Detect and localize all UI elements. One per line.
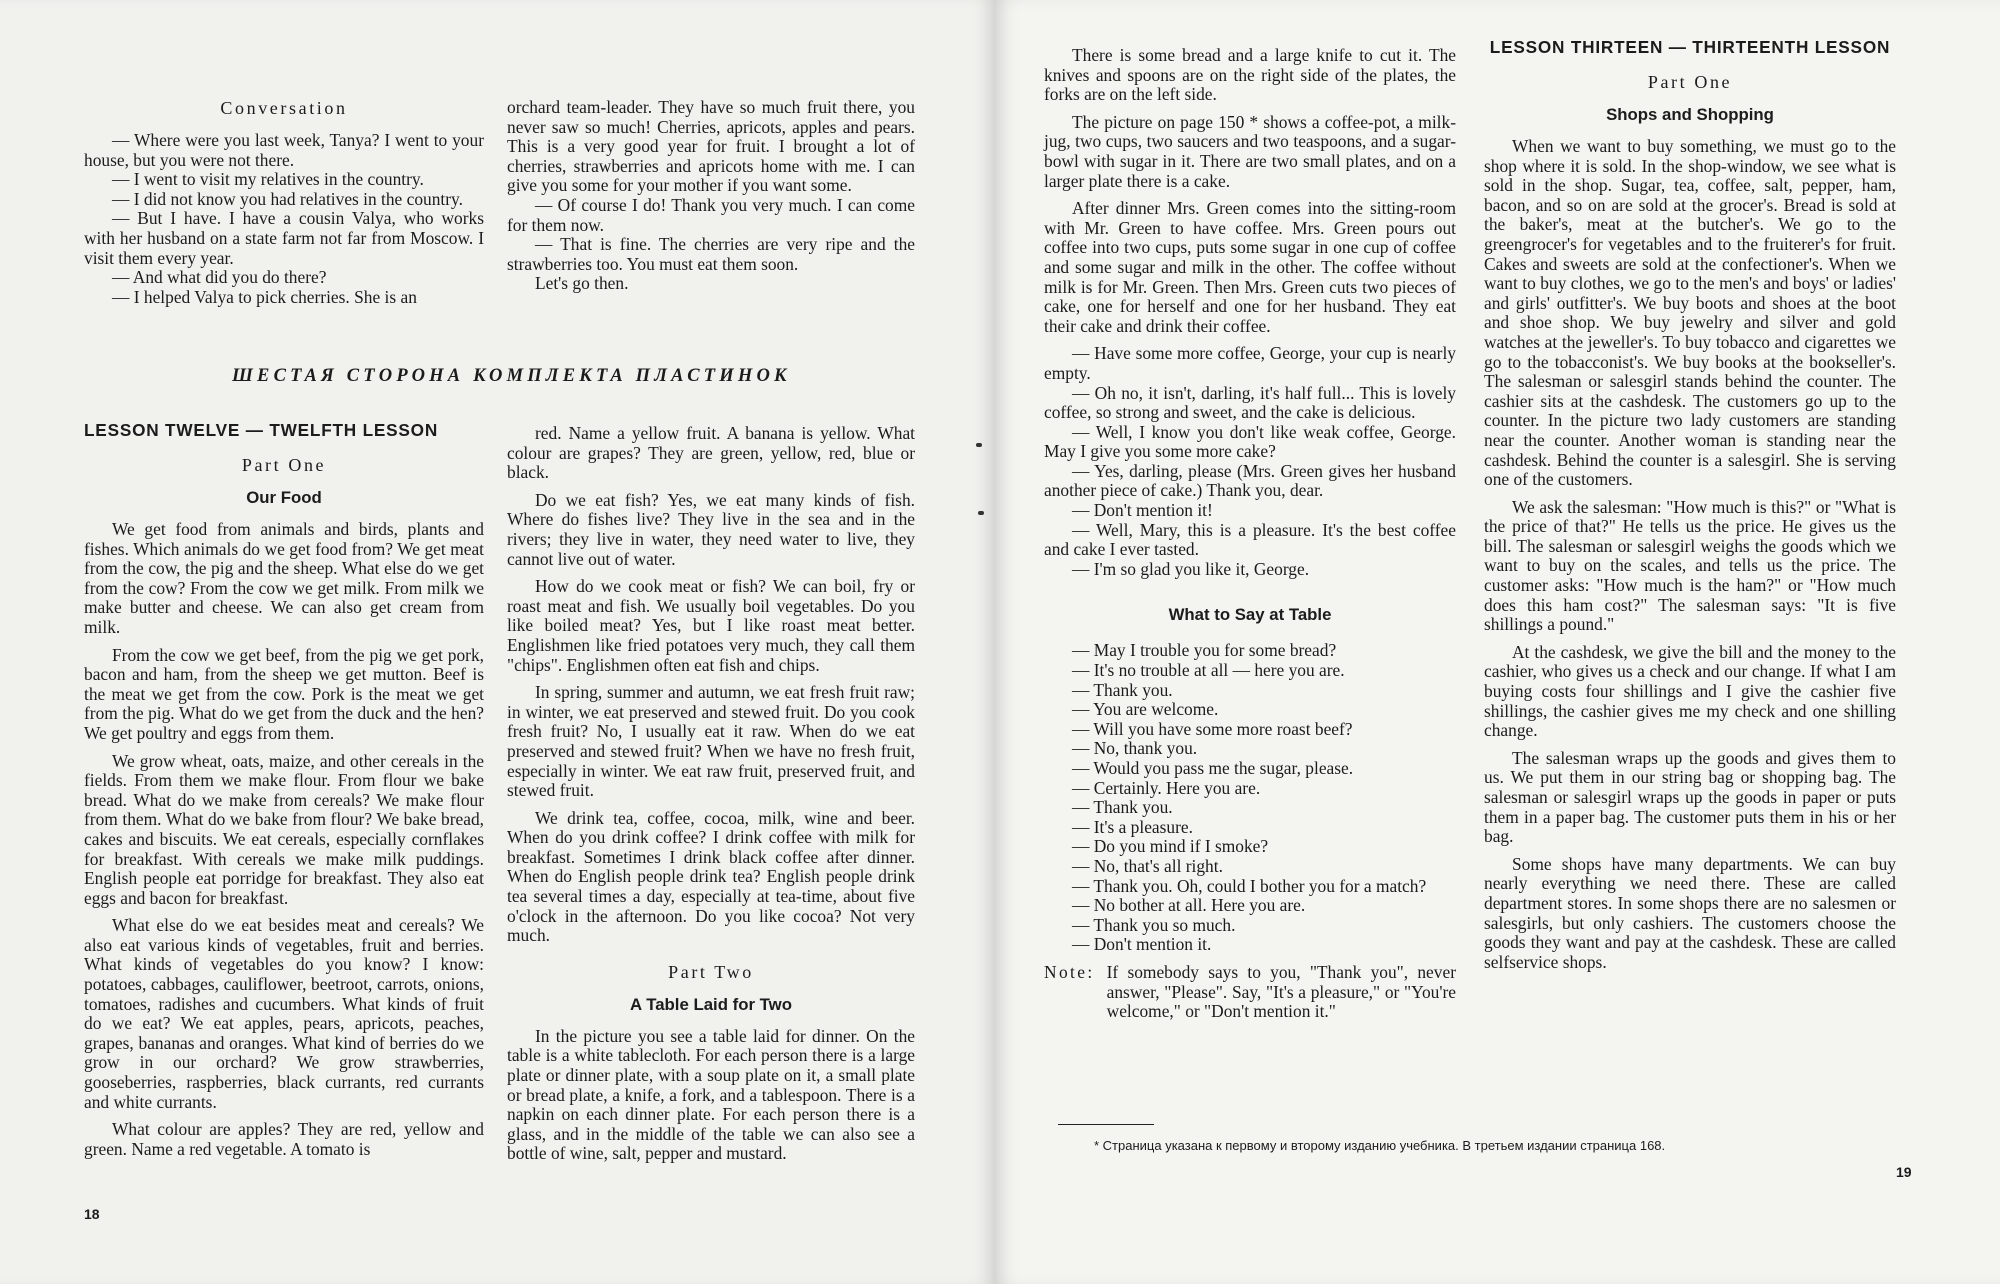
paragraph: What else do we eat besides meat and cereals? We also eat various kinds of vegetables, fruit and berries. What kinds of vegetables do you know? I know: potatoes, cabbages, cauliflower, beetroot, carrots, onions, tomatoes, radishes and cucumbers. What kinds of fruit do we eat? We eat apples, pears, apricots, peaches, grapes, bananas and oranges. What kind of berries do we grow in our orchard? We grow strawberries, gooseberries, raspberries, black currants, red currants and white currants. xyxy=(84,915,484,1112)
left-page xyxy=(0,0,994,1284)
conversation-line: orchard team-leader. They have so much fruit there, you never saw so much! Cherries, apricots, apples and pears. This is a very good year for fruit. I brought a lot of cherries, strawberries and apricots home with me. I can give you some for your mother if you want some. xyxy=(507,97,915,196)
phrase-line: — May I trouble you for some bread? xyxy=(1072,640,1337,661)
phrase-line: — It's no trouble at all — here you are. xyxy=(1072,660,1345,681)
conversation-line: — And what did you do there? xyxy=(112,267,327,288)
note-text: If somebody says to you, "Thank you", never answer, "Please". Say, "It's a pleasure," or "You're welcome," or "Don't mention it." xyxy=(1106,961,1456,1022)
paragraph: At the cashdesk, we give the bill and the money to the cashier, who gives us a check and our change. If what I am buying costs four shillings and I give the cashier five shillings, the cashier gives me my check and one shilling change. xyxy=(1484,641,1896,741)
conversation-line: — I did not know you had relatives in the country. xyxy=(112,188,463,209)
paragraph: Some shops have many departments. We can buy nearly everything we need there. These are called department stores. In some shops there are no salesmen or salesgirls, but only cashiers. The customers choose the goods they want and pay at the cashdesk. These are called selfservice shops. xyxy=(1484,853,1896,972)
paragraph: There is some bread and a large knife to cut it. The knives and spoons are on the right side of the plates, the forks are on the left side. xyxy=(1044,45,1456,105)
conversation-line: — But I have. I have a cousin Valya, who works with her husband on a state farm not far from Moscow. I visit them every year. xyxy=(84,208,484,268)
conversation-line: — I went to visit my relatives in the country. xyxy=(112,169,424,190)
conversation-line: Let's go then. xyxy=(535,273,629,294)
dialogue-line: — Oh no, it isn't, darling, it's half full... This is lovely coffee, so strong and sweet, and the cake is delicious. xyxy=(1044,382,1456,423)
paragraph: We grow wheat, oats, maize, and other cereals in the fields. From them we make flour. From flour we bake bread. What do we make from cereals? We make flour from them. What do we bake from flour? We bake bread, cakes and biscuits. We eat cereals, especially cornflakes for breakfast. With cereals we make milk puddings. English people eat porridge for breakfast. They also eat eggs and bacon for breakfast. xyxy=(84,750,484,908)
phrase-line: — No, thank you. xyxy=(1072,738,1198,759)
lesson-twelve-title: LESSON TWELVE — TWELFTH LESSON xyxy=(84,420,439,440)
conversation-column-1 xyxy=(84,98,484,307)
phrase-line: — Don't mention it. xyxy=(1072,934,1212,955)
russian-section-heading: ШЕСТАЯ СТОРОНА КОМПЛЕКТА ПЛАСТИНОК xyxy=(232,366,791,386)
right-page xyxy=(994,0,2000,1284)
phrase-line: — Thank you. xyxy=(1072,797,1173,818)
paragraph: After dinner Mrs. Green comes into the sitting-room with Mr. Green to have coffee. Mrs. Green pours out coffee into two cups, puts some sugar in one cup of coffee and some sugar and milk in the other. The coffee without milk is for Mr. Green. Then Mrs. Green cuts two pieces of cake, one for herself and one for her husband. They eat their cake and drink their coffee. xyxy=(1044,198,1456,336)
paragraph: We get food from animals and birds, plants and fishes. Which animals do we get food from? We get meat from the cow, the pig and the sheep. What else do we get from the cow? From the cow we get milk. From milk we make butter and cheese. We can also get cream from milk. xyxy=(84,519,484,637)
phrase-line: — Do you mind if I smoke? xyxy=(1072,836,1269,857)
lesson-twelve-column-1 xyxy=(84,420,484,1159)
paragraph: In the picture you see a table laid for dinner. On the table is a white tablecloth. For each person there is a large plate or dinner plate, with a soup plate on it, a small plate or bread plate, a knife, a fork, and a tablespoon. There is a napkin on each dinner plate. For each person there is a glass, and in the middle of the table we can also see a bottle of wine, salt, pepper and mustard. xyxy=(507,1025,915,1164)
phrase-line: — Thank you so much. xyxy=(1072,914,1236,935)
part-one-heading: Part One xyxy=(1647,72,1733,92)
paragraph: We drink tea, coffee, cocoa, milk, wine and beer. When do you drink coffee? I drink coffee with milk for breakfast. Sometimes I drink black coffee after dinner. When do English people drink tea? English people drink tea several times a day, especially at tea-time, about five o'clock in the afternoon. Do you like cocoa? Not very much. xyxy=(507,807,915,946)
conversation-column-2 xyxy=(507,98,915,294)
lesson-twelve-column-2 xyxy=(507,424,915,1164)
lesson-thirteen-title: LESSON THIRTEEN — THIRTEENTH LESSON xyxy=(1489,37,1891,57)
conversation-heading: Conversation xyxy=(220,98,348,118)
what-to-say-heading: What to Say at Table xyxy=(1168,605,1332,625)
dialogue-line: — Well, I know you don't like weak coffee, George. May I give you some more cake? xyxy=(1044,421,1456,462)
dialogue-line: — Don't mention it! xyxy=(1072,500,1213,521)
paragraph: From the cow we get beef, from the pig we get pork, bacon and ham, from the sheep we get mutton. Beef is the meat we get from the cow. Pork is the meat we get from the pig. What do we get from the duck and the hen? We get poultry and eggs from them. xyxy=(84,644,484,743)
conversation-line: — Where were you last week, Tanya? I went to your house, but you were not there. xyxy=(84,130,484,170)
phrase-line: — Thank you. Oh, could I bother you for a match? xyxy=(1072,875,1427,896)
conversation-line: — That is fine. The cherries are very ripe and the strawberries too. You must eat them soon. xyxy=(507,234,915,274)
paragraph: We ask the salesman: "How much is this?" or "What is the price of that?" He tells us the price. He gives us the bill. The salesman or salesgirl weighs the goods which we want to buy on the scales, and tells us the price. The customer asks: "How much is the ham?" or "How much does this ham cost?" The salesman says: "It is five shillings a pound." xyxy=(1484,496,1896,635)
part-one-heading: Part One xyxy=(241,455,327,475)
shops-heading: Shops and Shopping xyxy=(1606,105,1774,124)
page-mark xyxy=(976,443,982,447)
paragraph: How do we cook meat or fish? We can boil, fry or roast meat and fish. We usually boil vegetables. Do you like boiled meat? Yes, but I like roast meat better. Englishmen like fried potatoes very much, they call them "chips". Englishmen often eat fish and chips. xyxy=(507,576,915,675)
note-label: Note: xyxy=(1044,961,1095,982)
phrase-line: — Certainly. Here you are. xyxy=(1072,777,1261,798)
part-two-heading: Part Two xyxy=(668,961,754,982)
paragraph: In spring, summer and autumn, we eat fresh fruit raw; in winter, we eat preserved and stewed fruit. Do you cook fresh fruit? No, I usually eat it raw. When do we eat preserved and stewed fruit? When we have no fresh fruit, especially in winter. We eat raw fruit, preserved fruit, and stewed fruit. xyxy=(507,682,915,801)
phrase-line: — Thank you. xyxy=(1072,679,1173,700)
right-column-2 xyxy=(1484,36,1896,972)
footnote: * Страница указана к первому и второму изданию учебника. В третьем издании страница 168. xyxy=(1094,1138,1666,1153)
paragraph: When we want to buy something, we must go to the shop where it is sold. In the shop-window, we see what is sold in the shop. Sugar, tea, coffee, salt, pepper, ham, bacon, and so on are sold at the grocer's. Bread is sold at the baker's, meat at the butcher's. We go to the greengrocer's for vegetables and to the fruiterer's for fruit. Cakes and sweets are sold at the confectioner's. When we want to buy clothes, we go to the men's and boys' or ladies' and girls' outfitter's. We buy boots and shoes at the boot and shoe shop. We buy jewelry and silver and gold watches at the jeweller's. To buy tobacco and cigarettes we go to the tobacconist's. We buy books at the bookseller's. The salesman or salesgirl stands behind the counter. The cashier sits at the cashdesk. The customers go up to the counter. In the picture two lady customers are standing near the counter. Another woman is standing near the cashdesk. Behind the counter is a salesgirl. She is serving one of the customers. xyxy=(1484,136,1896,490)
page-mark xyxy=(978,511,984,515)
table-laid-heading: A Table Laid for Two xyxy=(630,994,792,1014)
our-food-heading: Our Food xyxy=(246,488,322,507)
dialogue-line: — Have some more coffee, George, your cup is nearly empty. xyxy=(1044,343,1456,383)
phrase-line: — Will you have some more roast beef? xyxy=(1072,718,1353,739)
phrase-line: — No, that's all right. xyxy=(1072,855,1223,876)
phrase-line: — No bother at all. Here you are. xyxy=(1072,895,1306,916)
page-number-left: 18 xyxy=(84,1206,100,1222)
paragraph: The picture on page 150 * shows a coffee-pot, a milk-jug, two cups, two saucers and two teaspoons, and a sugar-bowl with sugar in it. There are two small plates, and on a larger plate there is a cake. xyxy=(1044,111,1456,191)
dialogue-line: — Yes, darling, please (Mrs. Green gives her husband another piece of cake.) Thank you, dear. xyxy=(1044,460,1456,501)
dialogue-line: — I'm so glad you like it, George. xyxy=(1072,558,1310,579)
right-column-1 xyxy=(1044,46,1456,1022)
paragraph: red. Name a yellow fruit. A banana is yellow. What colour are grapes? They are green, yellow, red, blue or black. xyxy=(507,423,915,483)
conversation-line: — Of course I do! Thank you very much. I can come for them now. xyxy=(507,194,915,235)
paragraph: The salesman wraps up the goods and gives them to us. We put them in our string bag or shopping bag. The salesman or salesgirl wraps up the goods in paper or puts them in a paper bag. The customer puts them in his or her bag. xyxy=(1484,747,1896,847)
page-number-right: 19 xyxy=(1896,1164,1912,1180)
note xyxy=(1044,963,1456,1022)
phrase-line: — Would you pass me the sugar, please. xyxy=(1072,758,1354,778)
dialogue-line: — Well, Mary, this is a pleasure. It's the best coffee and cake I ever tasted. xyxy=(1044,519,1456,560)
phrase-line: — It's a pleasure. xyxy=(1072,816,1193,837)
paragraph: What colour are apples? They are red, yellow and green. Name a red vegetable. A tomato is xyxy=(84,1119,484,1159)
footnote-rule xyxy=(1058,1124,1154,1125)
paragraph: Do we eat fish? Yes, we eat many kinds of fish. Where do fishes live? They live in the sea and in the rivers; they live in water, they need water to live, they cannot live out of water. xyxy=(507,489,915,569)
conversation-line: — I helped Valya to pick cherries. She is an xyxy=(112,286,417,307)
phrase-line: — You are welcome. xyxy=(1072,699,1219,720)
